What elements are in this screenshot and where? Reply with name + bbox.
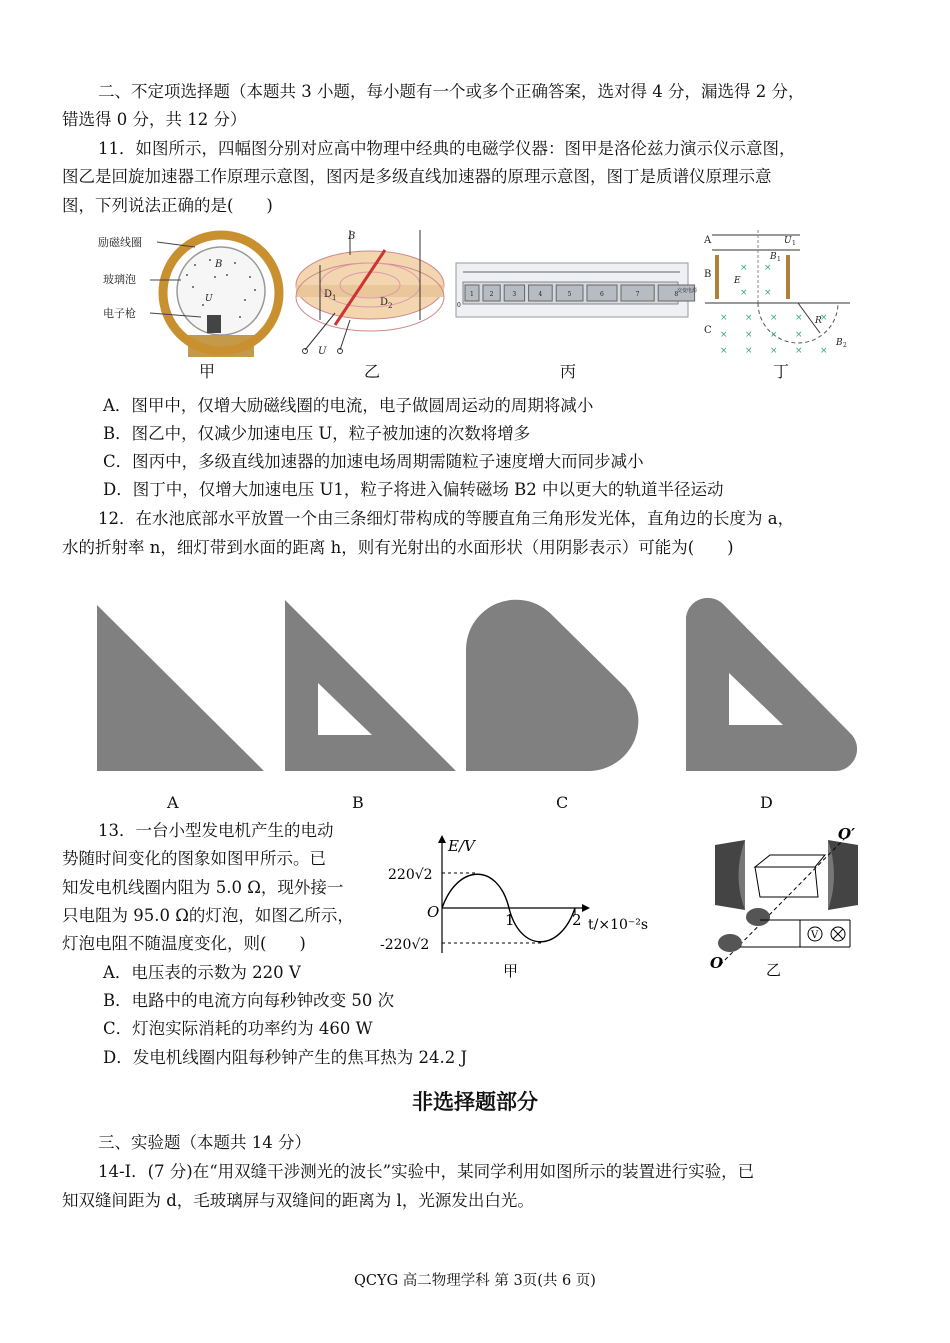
axis-o-bottom: O	[710, 954, 724, 972]
q14-line1: 14-Ⅰ．(7 分)在“用双缝干涉测光的波长”实验中，某同学利用如图所示的装置进行实验，已	[98, 1162, 755, 1181]
caption-yi: 乙	[364, 362, 381, 381]
mass-spectrometer-figure	[700, 225, 860, 360]
jia-b-label: B	[215, 259, 223, 270]
accelerator-tube-number: 3	[512, 291, 517, 298]
shape-b	[285, 600, 456, 771]
device-caption: 乙	[766, 961, 782, 979]
field-cross-mark: ×	[820, 313, 828, 323]
label-electron-gun: 电子枪	[103, 307, 136, 320]
q13-line4: 只电阻为 95.0 Ω的灯泡，如图乙所示，	[62, 906, 354, 925]
q11-line3: 图，下列说法正确的是( )	[62, 196, 273, 215]
meter-label: V	[811, 930, 819, 941]
lorentz-demo-figure	[95, 225, 285, 360]
q11-option-b: B．图乙中，仅减少加速电压 U，粒子被加速的次数将增多	[103, 424, 531, 443]
graph-x1: 1	[505, 911, 515, 929]
field-cross-mark: ×	[720, 346, 728, 356]
q13-line1: 13．一台小型发电机产生的电动	[98, 821, 334, 840]
graph-x2: 2	[572, 911, 582, 929]
accelerator-tube-number: 4	[538, 291, 543, 298]
graph-ylabel: E/V	[448, 837, 475, 855]
q14-line2: 知双缝间距为 d，毛玻璃屏与双缝间的距离为 l，光源发出白光。	[62, 1191, 534, 1210]
field-cross-mark: ×	[770, 313, 778, 323]
ding-r-label: R	[815, 316, 822, 326]
graph-origin: O	[427, 903, 440, 921]
yi-d1-sub: 1	[332, 294, 337, 302]
bing-source-label: 交变电源	[677, 288, 698, 294]
accelerator-tube-number: 1	[470, 291, 474, 298]
q12-line2: 水的折射率 n，细灯带到水面的距离 h，则有光射出的水面形状（用阴影表示）可能为( )	[62, 538, 734, 557]
cyclotron-figure	[290, 225, 450, 360]
accelerator-tube-number: 2	[489, 291, 494, 298]
q13-option-c: C．灯泡实际消耗的功率约为 460 W	[103, 1019, 373, 1038]
shape-a	[97, 605, 264, 771]
yi-d2-label: D	[380, 297, 389, 308]
field-cross-mark: ×	[740, 263, 748, 273]
field-cross-mark: ×	[740, 288, 748, 298]
q12-shapes	[90, 595, 870, 775]
field-cross-mark: ×	[720, 313, 728, 323]
q13-line2: 势随时间变化的图象如图甲所示。已	[62, 849, 326, 868]
yi-d1-label: D	[324, 289, 333, 300]
field-cross-mark: ×	[745, 330, 753, 340]
yi-u-label: U	[318, 346, 327, 357]
field-cross-mark: ×	[745, 313, 753, 323]
q11-option-a: A．图甲中，仅增大励磁线圈的电流，电子做圆周运动的周期将减小	[103, 396, 594, 415]
accelerator-tube-number: 8	[674, 291, 679, 298]
q13-line5: 灯泡电阻不随温度变化，则( )	[62, 934, 306, 953]
q11-line1: 11．如图所示，四幅图分别对应高中物理中经典的电磁学仪器：图甲是洛伦兹力演示仪示意图，	[98, 139, 796, 158]
field-cross-mark: ×	[770, 346, 778, 356]
field-cross-mark: ×	[745, 346, 753, 356]
q13-option-a: A．电压表的示数为 220 V	[103, 963, 301, 982]
linear-accelerator-figure	[455, 262, 698, 320]
field-cross-mark: ×	[820, 346, 828, 356]
q13-option-d: D．发电机线圈内阻每秒钟产生的焦耳热为 24.2 J	[103, 1048, 468, 1067]
ding-b-label: B	[704, 269, 712, 280]
label-glass-bulb: 玻璃泡	[103, 273, 136, 286]
q12-label-d: D	[760, 793, 773, 812]
shape-c	[466, 600, 638, 771]
yi-b-label: B	[348, 231, 356, 242]
q11-line2: 图乙是回旋加速器工作原理示意图，图丙是多级直线加速器的原理示意图，图丁是质谱仪原理示意	[62, 167, 772, 186]
bing-tube-0: 0	[457, 302, 461, 309]
field-cross-mark: ×	[764, 263, 772, 273]
q13-option-b: B．电路中的电流方向每秒钟改变 50 次	[103, 991, 395, 1010]
field-cross-mark: ×	[795, 346, 803, 356]
page-footer: QCYG 高二物理学科 第 3页(共 6 页)	[354, 1273, 596, 1289]
caption-ding: 丁	[773, 362, 790, 381]
ding-b2-sub: 2	[843, 342, 847, 349]
caption-bing: 丙	[560, 362, 577, 381]
graph-ymax: 220√2	[388, 867, 433, 883]
ding-b1-label: B	[770, 252, 777, 262]
ding-b1-sub: 1	[777, 256, 781, 263]
graph-caption: 甲	[503, 962, 519, 980]
ding-u1-sub: 1	[792, 240, 796, 247]
yi-d2-sub: 2	[388, 302, 393, 310]
caption-jia: 甲	[199, 362, 216, 381]
accelerator-tube-number: 5	[567, 291, 572, 298]
field-cross-mark: ×	[764, 288, 772, 298]
ding-c-label: C	[704, 325, 712, 336]
ding-b2-label: B	[836, 338, 843, 348]
q12-line1: 12．在水池底部水平放置一个由三条细灯带构成的等腰直角三角形发光体，直角边的长度为 a，	[98, 509, 795, 528]
q12-label-b: B	[352, 793, 364, 812]
q11-option-d: D．图丁中，仅增大加速电压 U1，粒子将进入偏转磁场 B2 中以更大的轨道半径运动	[103, 480, 724, 499]
field-cross-mark: ×	[770, 330, 778, 340]
ding-u1-label: U	[784, 236, 792, 246]
axis-o-top: O′	[838, 825, 856, 843]
q12-label-c: C	[556, 793, 569, 812]
field-cross-mark: ×	[795, 313, 803, 323]
ding-e-label: E	[734, 276, 741, 286]
accelerator-tube-number: 6	[600, 291, 604, 298]
q11-option-c: C．图丙中，多级直线加速器的加速电场周期需随粒子速度增大而同步减小	[103, 452, 644, 471]
jia-u-label: U	[205, 294, 213, 304]
q12-label-a: A	[167, 793, 179, 812]
section2-line1: 二、不定项选择题（本题共 3 小题，每小题有一个或多个正确答案，选对得 4 分，漏选得 2 分，	[98, 82, 805, 101]
section-heading-nonchoice: 非选择题部分	[412, 1090, 538, 1114]
graph-ymin: -220√2	[380, 937, 430, 953]
graph-xlabel: t/×10⁻²s	[588, 917, 649, 933]
field-cross-mark: ×	[795, 330, 803, 340]
section2-line2: 错选得 0 分，共 12 分）	[62, 110, 247, 129]
section3-header: 三、实验题（本题共 14 分）	[98, 1133, 311, 1152]
shape-d	[686, 598, 857, 771]
q13-line3: 知发电机线圈内阻为 5.0 Ω，现外接一	[62, 878, 344, 897]
accelerator-tube-number: 7	[635, 291, 640, 298]
field-cross-mark: ×	[720, 330, 728, 340]
ding-a-label: A	[704, 235, 712, 246]
label-excitation-coil: 励磁线圈	[98, 236, 142, 249]
